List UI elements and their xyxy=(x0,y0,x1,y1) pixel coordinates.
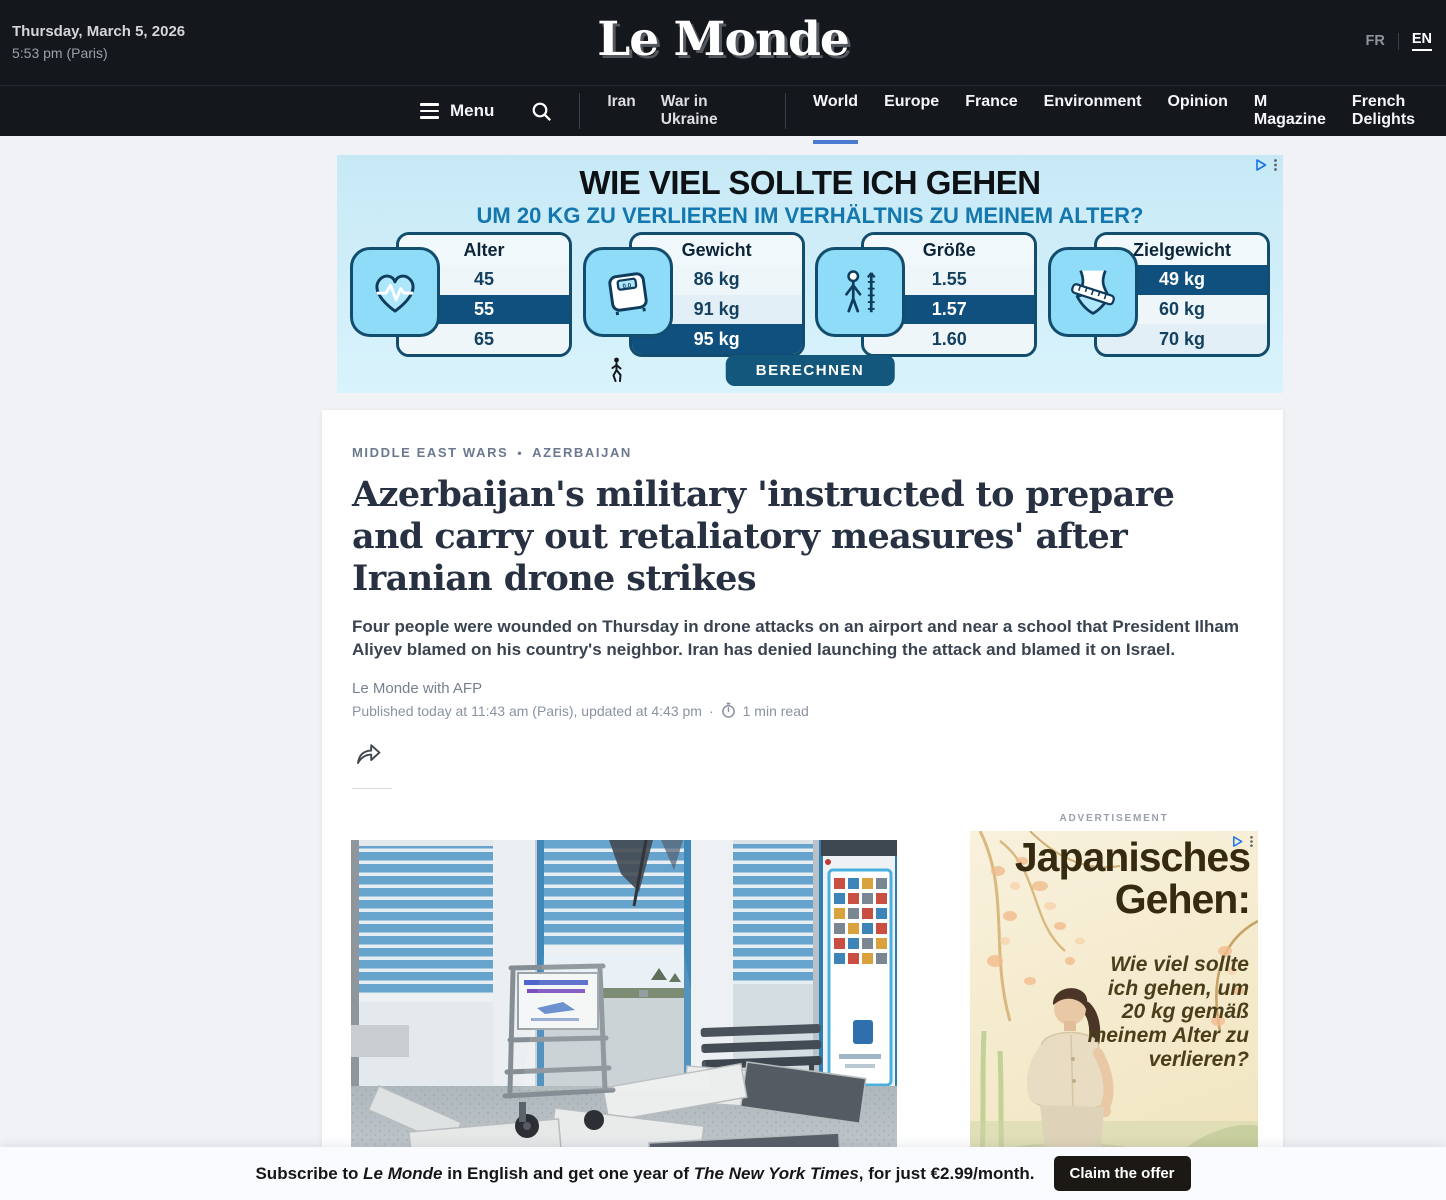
language-switcher xyxy=(1366,31,1433,51)
sidebar xyxy=(970,813,1258,1161)
nav-item-m-magazine[interactable]: M Magazine xyxy=(1253,92,1326,128)
height-measure-icon xyxy=(815,247,905,337)
ad-table-groesse xyxy=(815,229,1037,357)
nav-item-france[interactable]: France xyxy=(965,92,1018,110)
nav-item-war-in-ukraine[interactable]: War in Ukraine xyxy=(660,93,718,128)
ad-cell-highlighted: 95 kg xyxy=(632,324,802,354)
ad-cell: 91 kg xyxy=(693,299,740,319)
date-text: Thursday, March 5, 2026 xyxy=(12,23,186,40)
sidebar-ad-title: Japanisches Gehen: xyxy=(1014,834,1250,922)
lang-divider xyxy=(1398,33,1399,50)
menu-label: Menu xyxy=(450,101,495,120)
divider xyxy=(352,788,392,789)
published-text: Published today at 11:43 am (Paris), updated at 4:43 pm xyxy=(352,702,702,719)
category-azerbaijan[interactable]: AZERBAIJAN xyxy=(532,445,632,460)
ad-column-header: Größe xyxy=(864,235,1034,265)
nav-divider xyxy=(785,93,786,129)
kebab-menu-icon xyxy=(1273,158,1278,172)
ad-cell: 1.60 xyxy=(864,324,1034,354)
menu-button[interactable] xyxy=(420,101,494,121)
masthead-top-row xyxy=(0,0,1446,86)
subscribe-text: Subscribe to Le Monde in English and get one year of The New York Times, for just €2.99/month. xyxy=(255,1163,1035,1183)
ad-table-row xyxy=(350,229,1270,357)
breadcrumb xyxy=(352,445,632,460)
claim-offer-button[interactable]: Claim the offer xyxy=(1054,1156,1191,1191)
article-standfirst: Four people were wounded on Thursday in drone attacks on an airport and near a school that President Ilham Aliyev blamed on his country's neighbor. Iran has denied launching the attack and blamed it on Israel. xyxy=(352,617,1239,659)
adchoices-icon xyxy=(1231,835,1244,848)
nav-main xyxy=(813,79,1446,144)
ad-cell-highlighted: 1.57 xyxy=(864,295,1034,325)
scale-icon xyxy=(583,247,673,337)
ad-cell: 70 kg xyxy=(1158,328,1205,349)
hamburger-icon xyxy=(420,103,439,118)
subscribe-banner xyxy=(0,1147,1446,1200)
adchoices-icon xyxy=(1254,158,1268,172)
article-byline: Le Monde with AFP xyxy=(352,680,483,697)
ad-cell: 1.55 xyxy=(864,265,1034,295)
ad-cell-highlighted: 55 xyxy=(399,295,569,325)
nav-item-french-delights[interactable]: French Delights xyxy=(1351,92,1416,128)
article-card xyxy=(322,410,1283,1200)
ad-cell: 60 kg xyxy=(1097,295,1267,325)
search-button[interactable] xyxy=(531,101,552,122)
ad-column-header: Zielgewicht xyxy=(1097,235,1267,265)
sidebar-ad[interactable] xyxy=(970,831,1258,1161)
ad-cell: 65 xyxy=(399,324,569,354)
advertisement-label: ADVERTISEMENT xyxy=(1059,813,1169,824)
ad-column-header: Alter xyxy=(399,235,569,265)
meta-separator: · xyxy=(708,702,714,719)
lang-en-link[interactable]: EN xyxy=(1412,31,1432,51)
article-headline: Azerbaijan's military 'instructed to prepare and carry out retaliatory measures' after Iranian drone strikes xyxy=(352,474,1175,599)
kebab-menu-icon xyxy=(1249,835,1254,848)
nav-secondary xyxy=(607,93,758,129)
ad-column-header: Gewicht xyxy=(632,235,802,265)
heart-pulse-icon xyxy=(350,247,440,337)
svg-text:0.0: 0.0 xyxy=(621,282,632,291)
nav-divider xyxy=(579,93,580,129)
walking-person-icon xyxy=(609,357,624,388)
sidebar-ad-body: Wie viel sollte ich gehen, um 20 kg gemäß meinem Alter zu verlieren? xyxy=(1087,953,1249,1071)
ad-choices[interactable] xyxy=(1254,158,1278,172)
breadcrumb-separator: • xyxy=(517,446,524,460)
share-arrow-icon xyxy=(355,742,382,766)
share-button[interactable] xyxy=(355,742,382,771)
top-ad-banner[interactable] xyxy=(337,155,1283,393)
berechnen-button[interactable]: BERECHNEN xyxy=(726,355,895,386)
ad-table-zielgewicht xyxy=(1048,229,1270,357)
ad-title: WIE VIEL SOLLTE ICH GEHEN xyxy=(579,164,1041,201)
nav-item-iran[interactable]: Iran xyxy=(607,93,636,110)
ad-cell-highlighted: 49 kg xyxy=(1097,265,1267,295)
ad-cell: 86 kg xyxy=(632,265,802,295)
category-middle-east-wars[interactable]: MIDDLE EAST WARS xyxy=(352,445,509,460)
nav-item-world[interactable]: World xyxy=(813,79,858,144)
waist-tape-icon xyxy=(1048,247,1138,337)
masthead xyxy=(0,0,1446,136)
nav-item-opinion[interactable]: Opinion xyxy=(1167,92,1228,110)
stopwatch-icon xyxy=(721,702,736,719)
ad-choices[interactable] xyxy=(1231,835,1254,848)
nav-bar xyxy=(0,86,1446,136)
publish-info xyxy=(352,702,809,719)
time-text: 5:53 pm (Paris) xyxy=(12,44,108,61)
article-image xyxy=(351,840,897,1200)
lemonde-logo[interactable]: Le Monde xyxy=(597,12,849,67)
read-time: 1 min read xyxy=(742,702,809,719)
lemonde-brand-text: Le Monde xyxy=(363,1163,443,1183)
ad-cell: 45 xyxy=(399,265,569,295)
ad-table-alter xyxy=(350,229,572,357)
search-icon xyxy=(531,101,552,122)
nav-item-europe[interactable]: Europe xyxy=(884,92,940,110)
ad-table-gewicht xyxy=(583,229,805,357)
lang-fr-link[interactable]: FR xyxy=(1365,33,1385,49)
nav-item-environment[interactable]: Environment xyxy=(1043,92,1142,110)
nyt-brand-text: The New York Times xyxy=(693,1163,859,1183)
ad-subtitle: UM 20 KG ZU VERLIEREN IM VERHÄLTNIS ZU MEINEM ALTER? xyxy=(476,203,1144,228)
